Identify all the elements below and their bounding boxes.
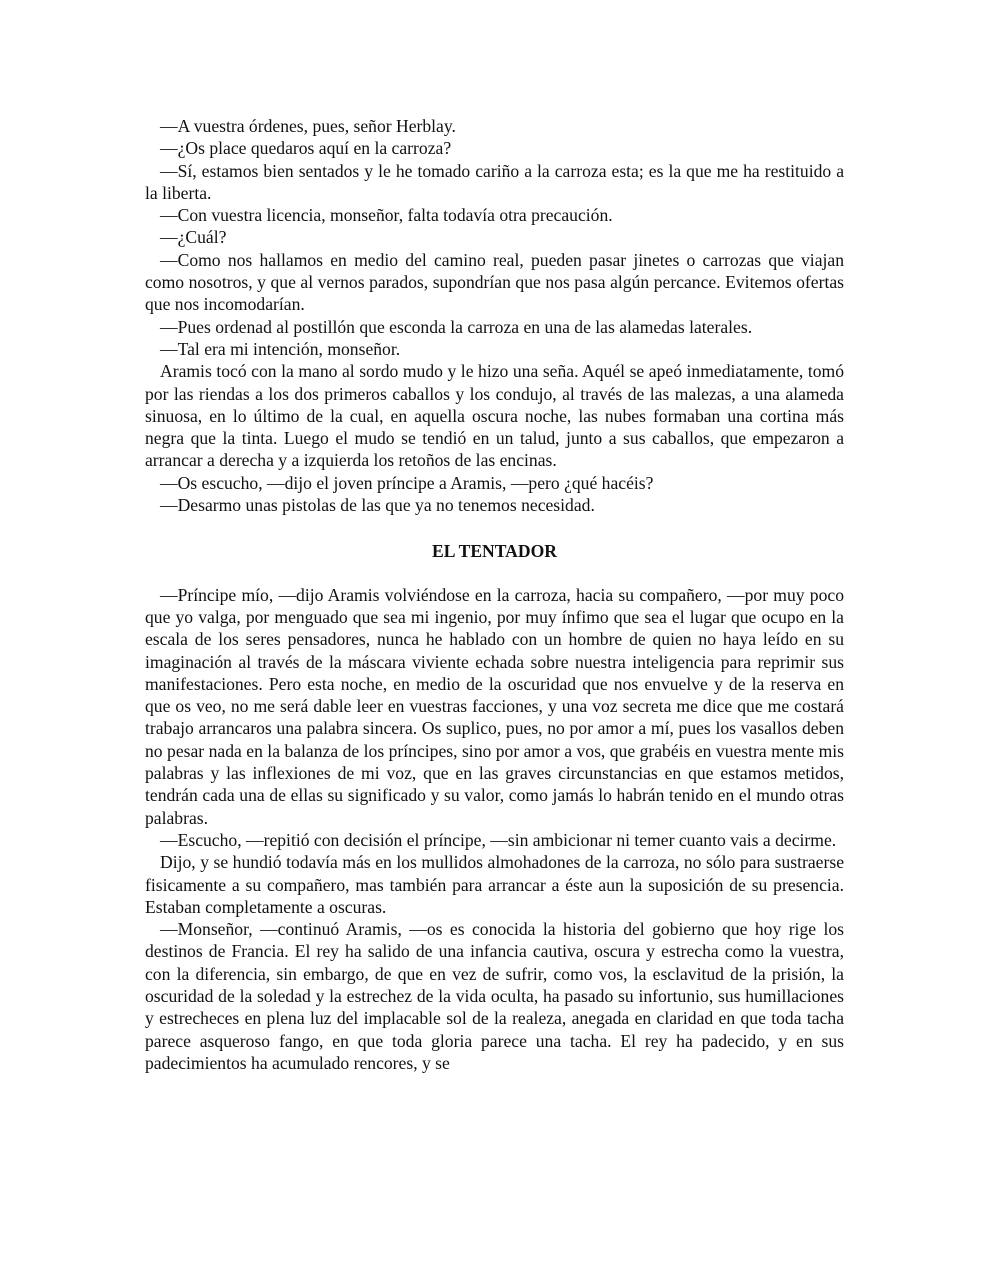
paragraph: —Con vuestra licencia, monseñor, falta todavía otra precaución. [160,205,613,226]
paragraph: —Os escucho, —dijo el joven príncipe a Aramis, —pero ¿qué hacéis? [160,472,654,493]
paragraph: —¿Cuál? [160,227,227,248]
paragraph: Dijo, y se hundió todavía más en los mullidos almohadones de la carroza, no sólo para sustraerse fisicamente a su compañero, mas también para arrancar a éste aun la suposición de su presencia. Estaban completamente a oscuras. [145,852,844,917]
paragraph: —Como nos hallamos en medio del camino real, pueden pasar jinetes o carrozas que viajan como nosotros, y que al vernos parados, supondrían que nos pasa algún percance. Evitemos ofertas que nos incomodarían. [145,249,844,315]
paragraph: —Sí, estamos bien sentados y le he tomado cariño a la carroza esta; es la que me ha restituido a la liberta. [145,160,844,203]
paragraph: —Monseñor, —continuó Aramis, —os es conocida la historia del gobierno que hoy rige los destinos de Francia. El rey ha salido de una infancia cautiva, oscura y estrecha como la vuestra, con la diferencia, sin embargo, de que en vez de sufrir, como vos, la esclavitud de la prisión, la oscuridad de la soledad y la estrechez de la vida oculta, ha pasado su infortunio, sus humillaciones y estrecheces en plena luz del implacable sol de la realeza, anegada en claridad en que toda tacha parece asqueroso fango, en que toda gloria parece una tacha. El rey ha padecido, y en sus padecimientos ha acumulado rencores, y se [145,919,844,1073]
paragraph: —Escucho, —repitió con decisión el príncipe, —sin ambicionar ni temer cuanto vais a decirme. [160,829,837,850]
paragraph: —Pues ordenad al postillón que esconda la carroza en una de las alamedas laterales. [160,316,753,337]
document-page [145,115,844,1074]
paragraph: —A vuestra órdenes, pues, señor Herblay. [160,116,456,136]
paragraph: Aramis tocó con la mano al sordo mudo y le hizo una seña. Aquél se apeó inmediatamente, tomó por las riendas a los dos primeros caballos y los condujo, al través de las malezas, a una alameda sinuosa, en lo último de la cual, en aquella oscura noche, las nubes formaban una cortina más negra que la tinta. Luego el mudo se tendió en un talud, junto a sus caballos, que empezaron a arrancar a derecha y a izquierda los retoños de las encinas. [145,361,844,471]
chapter-title: EL TENTADOR [432,541,557,562]
paragraph: —Tal era mi intención, monseñor. [160,338,401,359]
paragraph: —Príncipe mío, —dijo Aramis volviéndose en la carroza, hacia su compañero, —por muy poco que yo valga, por menguado que sea mi ingenio, por muy ínfimo que sea el lugar que ocupo en la escala de los seres pensadores, nunca he hablado con un hombre de quien no haya leído en su imaginación al través de la máscara viviente echada sobre nuestra inteligencia para reprimir sus manifestaciones. Pero esta noche, en medio de la oscuridad que nos envuelve y de la reserva en que os veo, no me será dable leer en vuestras facciones, y una voz secreta me dice que me costará trabajo arrancaros una palabra sincera. Os suplico, pues, no por amor a mí, pues los vasallos deben no pesar nada en la balanza de los príncipes, sino por amor a vos, que grabéis en vuestra mente mis palabras y las inflexiones de mi voz, que en las graves circunstancias en que estamos metidos, tendrán cada una de ellas su significado y su valor, como jamás lo habrán tenido en el mundo otras palabras. [145,584,844,828]
paragraph: —¿Os place quedaros aquí en la carroza? [160,138,452,159]
paragraph: —Desarmo unas pistolas de las que ya no tenemos necesidad. [160,495,595,516]
